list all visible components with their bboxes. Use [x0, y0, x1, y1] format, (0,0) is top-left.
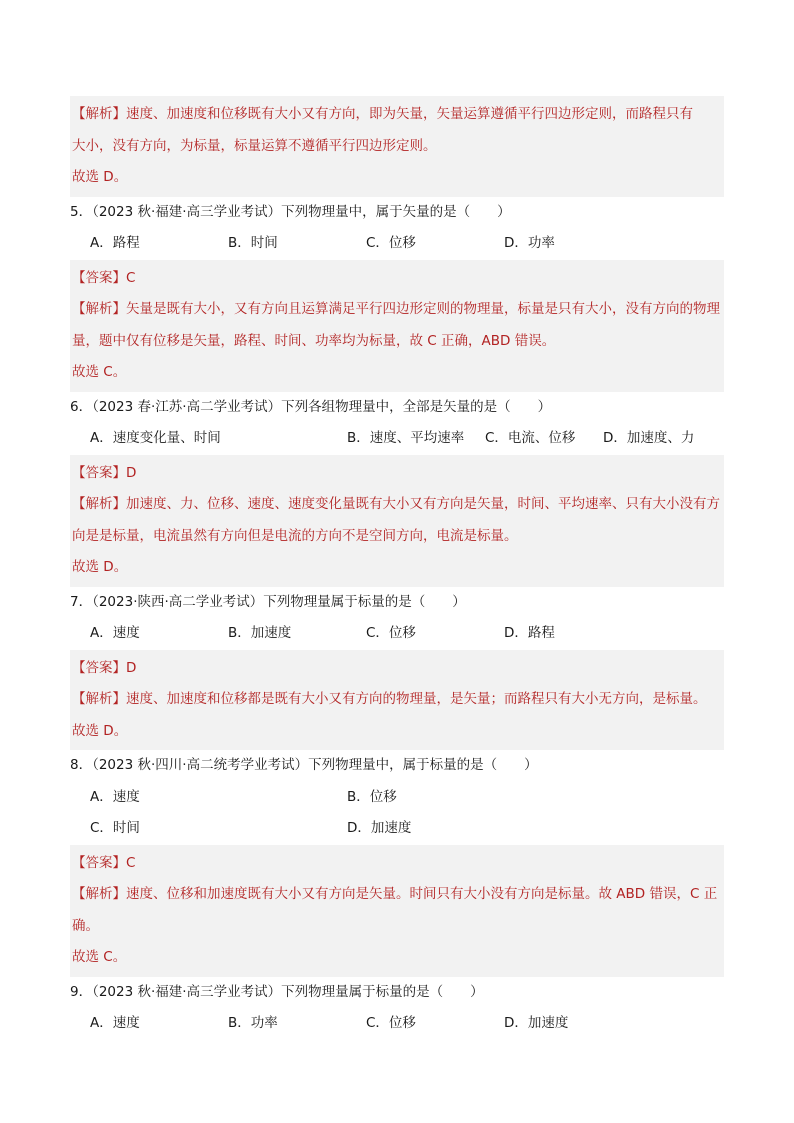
answer-line: 【答案】D: [72, 464, 137, 481]
final-answer: 故选 D。: [72, 559, 128, 575]
option-c: C．时间: [90, 820, 140, 836]
question-stem: 9．（2023 秋·福建·高三学业考试）下列物理量属于标量的是（ ）: [70, 983, 484, 1000]
option-d: D．路程: [504, 625, 555, 641]
option-c: C．位移: [366, 235, 416, 251]
explanation-line-1: [72, 99, 720, 131]
option-row-2: [70, 813, 724, 845]
answer-letter: D: [126, 659, 137, 676]
final-answer: 故选 C。: [72, 949, 127, 965]
option-b: B．速度、平均速率: [347, 430, 465, 446]
option-d: D．加速度、力: [603, 430, 695, 446]
final-answer: 故选 D。: [72, 722, 128, 739]
option-b: B．功率: [228, 1015, 278, 1031]
explanation-line: 【解析】矢量是既有大小，又有方向且运算满足平行四边形定则的物理量，标量是只有大小，没有方向的物理量，题中仅有位移是矢量，路程、时间、功率均为标量，故 C 正确，ABD 错误。: [72, 301, 720, 349]
answer-block: [70, 845, 724, 977]
answer-line: 【答案】D: [72, 659, 137, 676]
option-c: C．位移: [366, 625, 416, 641]
explanation-text: 速度、位移和加速度既有大小又有方向是矢量。时间只有大小没有方向是标量。故 ABD 错误，C 正确。: [72, 886, 718, 934]
explanation-text: 速度、加速度和位移既有大小又有方向，即为矢量，矢量运算遵循平行四边形定则，而路程只有: [126, 106, 693, 122]
explanation-line: 【解析】速度、位移和加速度既有大小又有方向是矢量。时间只有大小没有方向是标量。故 ABD 错误，C 正确。: [72, 886, 718, 934]
explanation-text: 速度、加速度和位移都是既有大小又有方向的物理量，是矢量；而路程只有大小无方向，是标量。: [126, 691, 707, 707]
explanation-text: 加速度、力、位移、速度、速度变化量既有大小又有方向是矢量，时间、平均速率、只有大小没有方向是是标量，电流虽然有方向但是电流的方向不是空间方向，电流是标量。: [72, 496, 720, 544]
question-8: [70, 750, 724, 977]
explanation-block-q4: [70, 96, 724, 197]
question-stem: 7．（2023·陕西·高二学业考试）下列物理量属于标量的是（ ）: [70, 593, 466, 610]
question-7: [70, 587, 724, 751]
explanation-tag: 【解析】: [72, 106, 126, 122]
option-c: C．电流、位移: [485, 430, 576, 446]
option-b: B．时间: [228, 235, 278, 251]
option-row: [70, 228, 724, 260]
answer-block: [70, 260, 724, 392]
option-b: B．加速度: [228, 625, 292, 641]
option-a: A．路程: [90, 235, 140, 251]
option-a: A．速度: [90, 625, 140, 641]
explanation-line-2: 大小，没有方向，为标量，标量运算不遵循平行四边形定则。: [72, 137, 437, 154]
answer-line: 【答案】C: [72, 854, 136, 871]
answer-line: 【答案】C: [72, 269, 136, 286]
question-6: [70, 392, 724, 587]
question-stem: 6．（2023 春·江苏·高二学业考试）下列各组物理量中，全部是矢量的是（ ）: [70, 398, 552, 415]
question-stem: 8．（2023 秋·四川·高二统考学业考试）下列物理量中，属于标量的是（ ）: [70, 757, 538, 773]
question-9: [70, 977, 724, 1040]
explanation-line: 【解析】加速度、力、位移、速度、速度变化量既有大小又有方向是矢量，时间、平均速率、只有大小没有方向是是标量，电流虽然有方向但是电流的方向不是空间方向，电流是标量。: [72, 496, 720, 544]
question-5: [70, 197, 724, 392]
final-answer-letter: D: [103, 169, 114, 185]
option-b: B．位移: [347, 788, 397, 805]
question-stem: 5．（2023 秋·福建·高三学业考试）下列物理量中，属于矢量的是（ ）: [70, 203, 511, 220]
explanation-text: 矢量是既有大小，又有方向且运算满足平行四边形定则的物理量，标量是只有大小，没有方向的物理量，题中仅有位移是矢量，路程、时间、功率均为标量，故 C 正确，ABD 错误。: [72, 301, 720, 349]
option-a: A．速度: [90, 1015, 140, 1031]
option-row: [70, 1008, 724, 1040]
option-a: A．速度: [90, 788, 140, 805]
answer-letter: D: [126, 464, 137, 481]
explanation-line: 【解析】速度、加速度和位移都是既有大小又有方向的物理量，是矢量；而路程只有大小无方向，是标量。: [72, 691, 707, 707]
answer-block: [70, 650, 724, 751]
option-c: C．位移: [366, 1015, 416, 1031]
option-a: A．速度变化量、时间: [90, 430, 221, 446]
final-answer-q4: 故选 D。: [72, 169, 128, 185]
option-row: [70, 618, 724, 650]
option-row: [70, 423, 724, 455]
answer-letter: C: [126, 854, 136, 871]
answer-block: [70, 455, 724, 587]
option-d: D．加速度: [504, 1015, 569, 1031]
answer-letter: C: [126, 269, 136, 286]
exam-page: [70, 96, 724, 1040]
option-d: D．功率: [504, 235, 555, 251]
final-answer: 故选 C。: [72, 364, 127, 380]
option-d: D．加速度: [347, 820, 412, 836]
option-row-1: [70, 782, 724, 814]
